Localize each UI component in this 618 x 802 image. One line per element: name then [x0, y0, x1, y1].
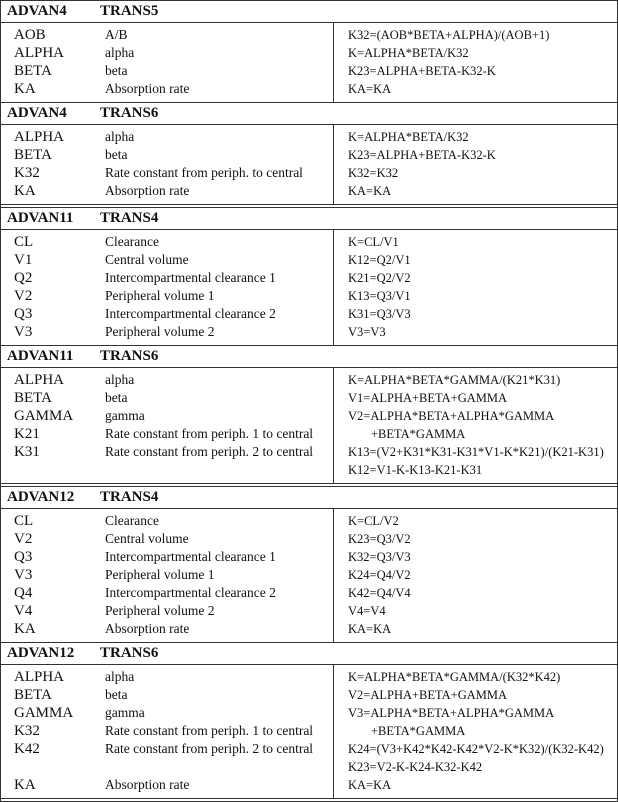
param-desc: Rate constant from periph. 2 to central	[105, 444, 314, 459]
param-desc: Peripheral volume 1	[105, 567, 215, 582]
param-desc: alpha	[105, 372, 135, 387]
equation: KA=KA	[348, 778, 392, 792]
equations-column	[334, 23, 617, 102]
param-row	[1, 722, 333, 740]
equation: K23=ALPHA+BETA-K32-K	[348, 64, 496, 78]
equation: K23=Q3/V2	[348, 532, 411, 546]
param-row-empty	[1, 461, 333, 479]
param-desc: Intercompartmental clearance 1	[105, 549, 276, 564]
param-desc: Rate constant from periph. 1 to central	[105, 426, 314, 441]
params-column	[1, 665, 334, 798]
param-desc: Central volume	[105, 531, 189, 546]
param-name: KA	[14, 621, 36, 637]
param-row	[1, 164, 333, 182]
param-name: KA	[14, 777, 36, 793]
trans-label: TRANS6	[100, 348, 159, 364]
trans-label: TRANS6	[100, 645, 159, 661]
equation: K31=Q3/V3	[348, 307, 411, 321]
section-advan4-trans6	[1, 103, 617, 208]
param-desc: Intercompartmental clearance 2	[105, 306, 276, 321]
trans-label: TRANS4	[100, 210, 159, 226]
param-row	[1, 305, 333, 323]
param-name: Q3	[14, 306, 33, 322]
equation: V3=V3	[348, 325, 386, 339]
param-desc: Rate constant from periph. to central	[105, 165, 303, 180]
equations-column	[334, 125, 617, 204]
section-advan11-trans6	[1, 346, 617, 487]
param-row	[1, 566, 333, 584]
param-row	[1, 251, 333, 269]
param-row	[1, 425, 333, 443]
param-name: K21	[14, 426, 40, 442]
equation: K23=ALPHA+BETA-K32-K	[348, 148, 496, 162]
param-desc: Central volume	[105, 252, 189, 267]
equation: K32=(AOB*BETA+ALPHA)/(AOB+1)	[348, 28, 550, 42]
param-name: GAMMA	[14, 705, 74, 721]
param-desc: gamma	[105, 705, 145, 720]
param-desc: Absorption rate	[105, 777, 190, 792]
param-name: BETA	[14, 687, 52, 703]
param-name: V4	[14, 603, 33, 619]
param-row	[1, 512, 333, 530]
equations-column	[334, 509, 617, 642]
param-row	[1, 128, 333, 146]
section-advan11-trans4	[1, 208, 617, 346]
equation: K24=(V3+K42*K42-K42*V2-K*K32)/(K32-K42)	[348, 742, 604, 756]
param-row	[1, 776, 333, 794]
param-name: CL	[14, 513, 34, 529]
equations-column	[334, 368, 617, 483]
param-row	[1, 371, 333, 389]
section-header	[1, 346, 617, 368]
equation: K=ALPHA*BETA*GAMMA/(K21*K31)	[348, 373, 561, 387]
params-column	[1, 125, 334, 204]
param-name: ALPHA	[14, 45, 65, 61]
param-row	[1, 389, 333, 407]
param-row	[1, 80, 333, 98]
param-desc: Intercompartmental clearance 2	[105, 585, 276, 600]
params-column	[1, 230, 334, 345]
advan-label: ADVAN11	[7, 210, 74, 226]
advan-label: ADVAN11	[7, 348, 74, 364]
param-desc: Clearance	[105, 513, 159, 528]
param-row	[1, 407, 333, 425]
equation: K13=Q3/V1	[348, 289, 411, 303]
param-name: V3	[14, 567, 33, 583]
param-name: GAMMA	[14, 408, 74, 424]
param-name: V2	[14, 288, 33, 304]
param-desc: Clearance	[105, 234, 159, 249]
param-row	[1, 740, 333, 758]
param-name: Q3	[14, 549, 33, 565]
param-name: ALPHA	[14, 669, 65, 685]
params-column	[1, 23, 334, 102]
param-name: Q4	[14, 585, 33, 601]
param-name: V2	[14, 531, 33, 547]
equations-column	[334, 665, 617, 798]
param-desc: beta	[105, 390, 128, 405]
equation: K42=Q4/V4	[348, 586, 411, 600]
param-desc: alpha	[105, 669, 135, 684]
param-name: ALPHA	[14, 129, 65, 145]
equation: K21=Q2/V2	[348, 271, 411, 285]
param-desc: Absorption rate	[105, 81, 190, 96]
section-header	[1, 1, 617, 23]
param-row	[1, 602, 333, 620]
equation: V3=ALPHA*BETA+ALPHA*GAMMA	[348, 706, 555, 720]
equation: V1=ALPHA+BETA+GAMMA	[348, 391, 508, 405]
equation: K=ALPHA*BETA/K32	[348, 130, 469, 144]
param-row	[1, 44, 333, 62]
param-desc: beta	[105, 63, 128, 78]
param-row	[1, 62, 333, 80]
equation: KA=KA	[348, 184, 392, 198]
param-desc: Intercompartmental clearance 1	[105, 270, 276, 285]
section-header	[1, 103, 617, 125]
param-desc: Absorption rate	[105, 621, 190, 636]
section-header	[1, 487, 617, 509]
param-name: BETA	[14, 63, 52, 79]
trans-label: TRANS4	[100, 489, 159, 505]
param-desc: Absorption rate	[105, 183, 190, 198]
advan-label: ADVAN12	[7, 489, 75, 505]
params-column	[1, 368, 334, 483]
params-column	[1, 509, 334, 642]
param-row	[1, 233, 333, 251]
equation-continuation: +BETA*GAMMA	[371, 427, 466, 441]
advan-label: ADVAN4	[7, 105, 67, 121]
param-row	[1, 26, 333, 44]
equation: K=CL/V1	[348, 235, 399, 249]
equation: V2=ALPHA+BETA+GAMMA	[348, 688, 508, 702]
equation: V4=V4	[348, 604, 386, 618]
param-row	[1, 548, 333, 566]
section-advan4-trans5	[1, 1, 617, 103]
equation: K23=V2-K-K24-K32-K42	[348, 760, 483, 774]
param-row	[1, 686, 333, 704]
equation: KA=KA	[348, 82, 392, 96]
param-name: AOB	[14, 27, 46, 43]
equation-continuation: +BETA*GAMMA	[371, 724, 466, 738]
param-name: KA	[14, 81, 36, 97]
param-name: V3	[14, 324, 33, 340]
equations-column	[334, 230, 617, 345]
param-name: K32	[14, 723, 40, 739]
param-desc: alpha	[105, 129, 135, 144]
advan-label: ADVAN4	[7, 3, 67, 19]
param-desc: beta	[105, 687, 128, 702]
equation: K12=V1-K-K13-K21-K31	[348, 463, 483, 477]
equation: K24=Q4/V2	[348, 568, 411, 582]
param-name: KA	[14, 183, 36, 199]
param-name: BETA	[14, 147, 52, 163]
trans-label: TRANS6	[100, 105, 159, 121]
param-row	[1, 620, 333, 638]
param-row	[1, 443, 333, 461]
param-desc: Peripheral volume 1	[105, 288, 215, 303]
param-name: K32	[14, 165, 40, 181]
equation: K32=K32	[348, 166, 399, 180]
param-desc: A/B	[105, 27, 128, 42]
param-name: CL	[14, 234, 34, 250]
param-row	[1, 146, 333, 164]
section-advan12-trans4	[1, 487, 617, 643]
param-desc: alpha	[105, 45, 135, 60]
param-row	[1, 269, 333, 287]
section-header	[1, 643, 617, 665]
param-name: K42	[14, 741, 40, 757]
equation: KA=KA	[348, 622, 392, 636]
param-row	[1, 182, 333, 200]
param-desc: gamma	[105, 408, 145, 423]
param-desc: Peripheral volume 2	[105, 603, 215, 618]
param-desc: beta	[105, 147, 128, 162]
equation: K=ALPHA*BETA/K32	[348, 46, 469, 60]
param-row	[1, 530, 333, 548]
param-row	[1, 584, 333, 602]
section-advan12-trans6	[1, 643, 617, 802]
param-name: K31	[14, 444, 40, 460]
param-row-empty	[1, 758, 333, 776]
equation: K=CL/V2	[348, 514, 399, 528]
param-name: ALPHA	[14, 372, 65, 388]
param-desc: Peripheral volume 2	[105, 324, 215, 339]
section-header	[1, 208, 617, 230]
param-row	[1, 287, 333, 305]
param-row	[1, 704, 333, 722]
param-row	[1, 323, 333, 341]
param-row	[1, 668, 333, 686]
param-name: Q2	[14, 270, 33, 286]
param-name: BETA	[14, 390, 52, 406]
advan-label: ADVAN12	[7, 645, 75, 661]
param-desc: Rate constant from periph. 2 to central	[105, 741, 314, 756]
param-desc: Rate constant from periph. 1 to central	[105, 723, 314, 738]
equation: K=ALPHA*BETA*GAMMA/(K32*K42)	[348, 670, 561, 684]
equation: K32=Q3/V3	[348, 550, 411, 564]
equation: V2=ALPHA*BETA+ALPHA*GAMMA	[348, 409, 555, 423]
trans-label: TRANS5	[100, 3, 159, 19]
param-name: V1	[14, 252, 33, 268]
equation: K13=(V2+K31*K31-K31*V1-K*K21)/(K21-K31)	[348, 445, 604, 459]
equation: K12=Q2/V1	[348, 253, 411, 267]
